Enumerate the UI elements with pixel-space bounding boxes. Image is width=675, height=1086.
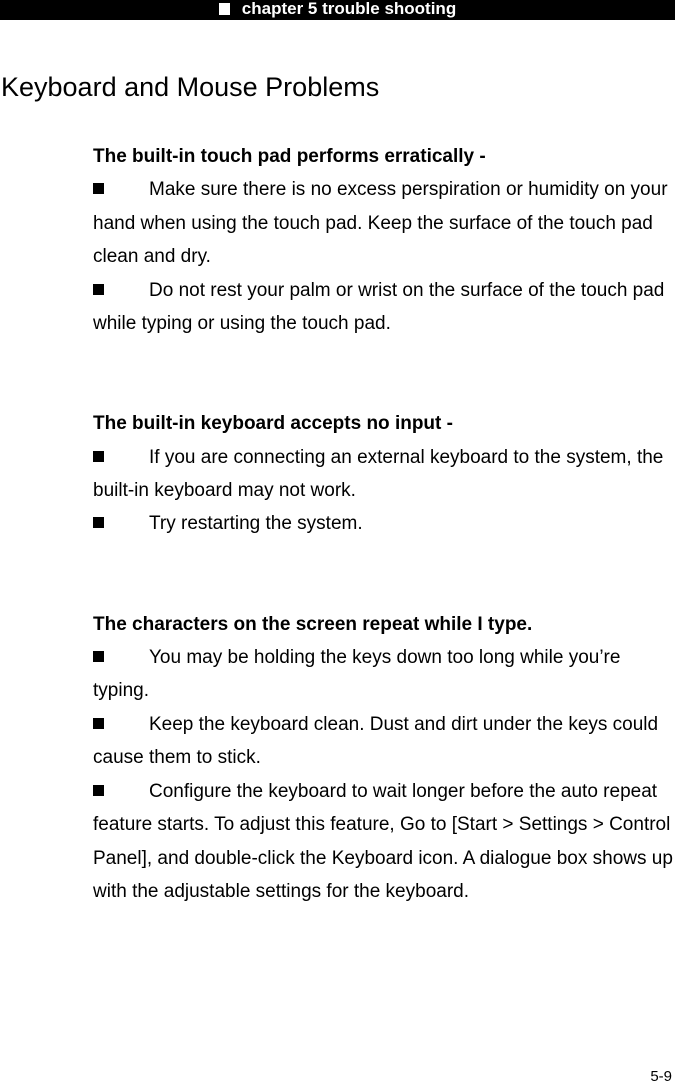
square-bullet-icon (93, 507, 149, 540)
bullet-item: Do not rest your palm or wrist on the surface of the touch pad while typing or using the touch pad. (93, 274, 675, 341)
square-bullet-icon (93, 173, 149, 206)
page-title: Keyboard and Mouse Problems (1, 72, 380, 102)
content (93, 140, 675, 975)
square-bullet-icon (219, 3, 230, 15)
bullet-item: If you are connecting an external keyboard to the system, the built-in keyboard may not work. (93, 441, 675, 508)
square-bullet-icon (93, 641, 149, 674)
chapter-header (0, 0, 675, 20)
square-bullet-icon (93, 274, 149, 307)
bullet-item: Make sure there is no excess perspiration or humidity on your hand when using the touch pad. Keep the surface of the touch pad clean and dry. (93, 173, 675, 273)
section-repeat-characters (93, 608, 675, 909)
section-touchpad (93, 140, 675, 340)
section-heading: The built-in keyboard accepts no input - (93, 413, 453, 435)
bullet-item: Configure the keyboard to wait longer before the auto repeat feature starts. To adjust this feature, Go to [Start > Settings > Control Panel], and double-click the Keyboard icon. A dialogue box shows up with the adjustable settings for the keyboard. (93, 775, 675, 909)
bullet-item: You may be holding the keys down too long while you’re typing. (93, 641, 675, 708)
bullet-item: Keep the keyboard clean. Dust and dirt under the keys could cause them to stick. (93, 708, 675, 775)
section-heading: The characters on the screen repeat while I type. (93, 613, 533, 635)
square-bullet-icon (93, 441, 149, 474)
square-bullet-icon (93, 708, 149, 741)
bullet-item: Try restarting the system. (93, 507, 675, 540)
section-keyboard-input (93, 407, 675, 541)
page-number: 5-9 (650, 1068, 672, 1085)
square-bullet-icon (93, 775, 149, 808)
section-heading: The built-in touch pad performs erratically - (93, 146, 486, 167)
chapter-title: chapter 5 trouble shooting (241, 0, 457, 18)
